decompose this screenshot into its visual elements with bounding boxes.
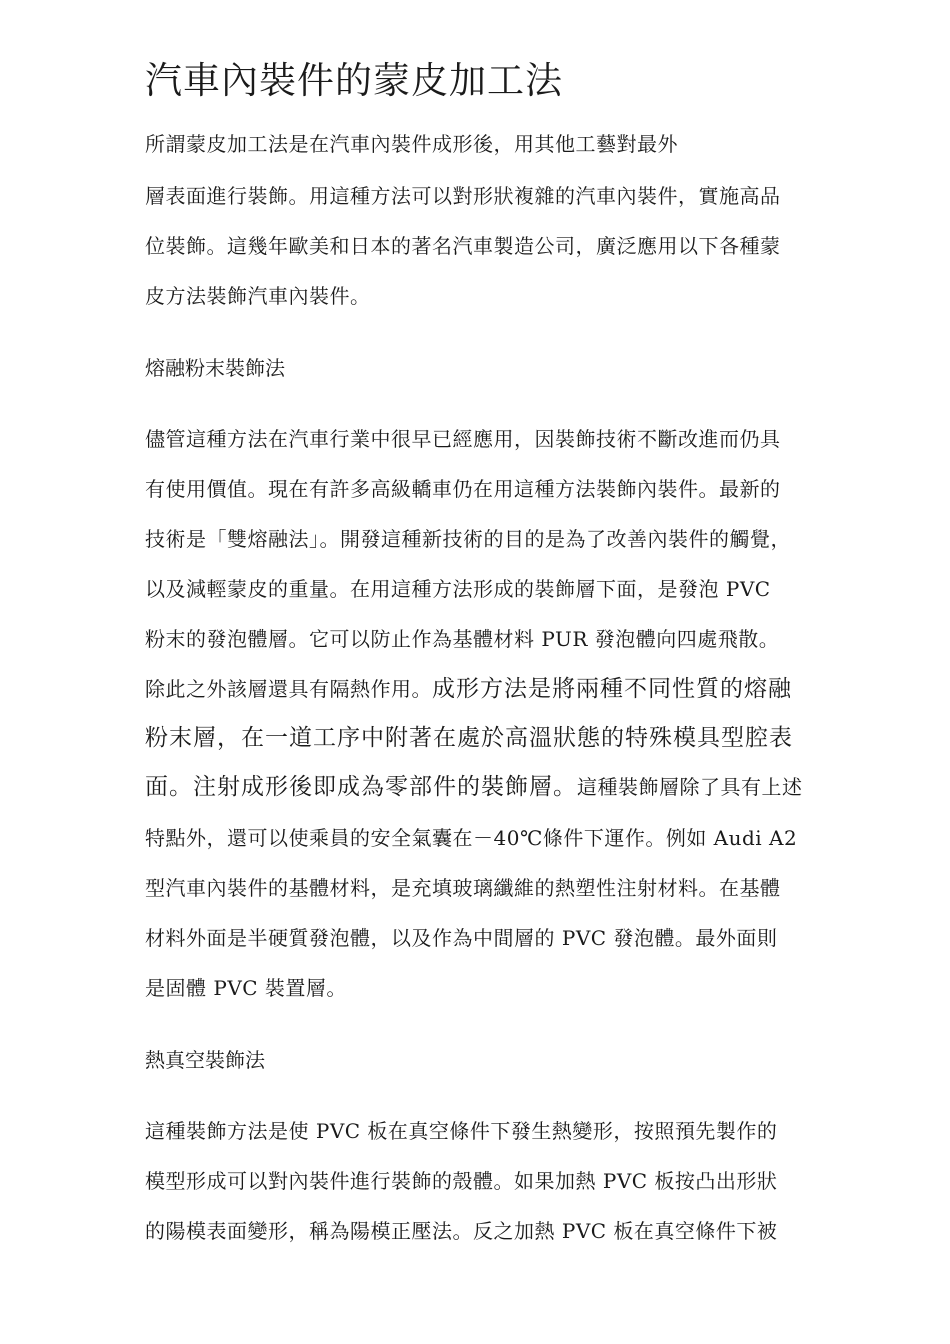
section1-line-8-part-a: 面。注射成形後即成為零部件的裝飾層。 <box>145 774 577 800</box>
section2-line-1: 這種裝飾方法是使 PVC 板在真空條件下發生熱變形，按照預先製作的 <box>145 1119 778 1143</box>
intro-line-3: 位裝飾。這幾年歐美和日本的著名汽車製造公司，廣泛應用以下各種蒙 <box>145 234 781 258</box>
section1-line-5: 粉末的發泡體層。它可以防止作為基體材料 PUR 發泡體向四處飛散。 <box>145 627 780 651</box>
section1-line-11: 材料外面是半硬質發泡體，以及作為中間層的 PVC 發泡體。最外面則 <box>145 926 778 950</box>
document-title: 汽車內裝件的蒙皮加工法 <box>145 59 563 102</box>
section1-line-6 <box>145 675 792 703</box>
section1-line-10: 型汽車內裝件的基體材料，是充填玻璃纖維的熱塑性注射材料。在基體 <box>145 876 781 900</box>
section1-line-8 <box>145 773 803 801</box>
intro-line-4: 皮方法裝飾汽車內裝件。 <box>145 284 371 308</box>
intro-line-2: 層表面進行裝飾。用這種方法可以對形狀複雜的汽車內裝件，實施高品 <box>145 184 781 208</box>
section1-line-8-part-b: 這種裝飾層除了具有上述 <box>577 775 803 799</box>
section1-line-2: 有使用價值。現在有許多高級轎車仍在用這種方法裝飾內裝件。最新的 <box>145 477 781 501</box>
section2-line-2: 模型形成可以對內裝件進行裝飾的殼體。如果加熱 PVC 板按凸出形狀 <box>145 1169 778 1193</box>
section1-line-12: 是固體 PVC 裝置層。 <box>145 976 347 1000</box>
section1-line-6-part-b: 成形方法是將兩種不同性質的熔融 <box>432 676 792 702</box>
section-heading-thermo-vacuum: 熱真空裝飾法 <box>145 1048 265 1072</box>
intro-line-1: 所謂蒙皮加工法是在汽車內裝件成形後，用其他工藝對最外 <box>145 132 678 156</box>
section1-line-6-part-a: 除此之外該層還具有隔熱作用。 <box>145 677 432 701</box>
section2-line-3: 的陽模表面變形，稱為陽模正壓法。反之加熱 PVC 板在真空條件下被 <box>145 1219 778 1243</box>
section1-line-3: 技術是「雙熔融法」。開發這種新技術的目的是為了改善內裝件的觸覺， <box>145 527 791 551</box>
section-heading-melt-powder: 熔融粉末裝飾法 <box>145 356 285 380</box>
section1-line-9: 特點外，還可以使乘員的安全氣囊在－40℃條件下運作。例如 Audi A2 <box>145 826 798 850</box>
section1-line-7: 粉末層，在一道工序中附著在處於高溫狀態的特殊模具型腔表 <box>145 725 793 751</box>
section1-line-1: 儘管這種方法在汽車行業中很早已經應用，因裝飾技術不斷改進而仍具 <box>145 427 781 451</box>
section1-line-4: 以及減輕蒙皮的重量。在用這種方法形成的裝飾層下面，是發泡 PVC <box>145 577 771 601</box>
